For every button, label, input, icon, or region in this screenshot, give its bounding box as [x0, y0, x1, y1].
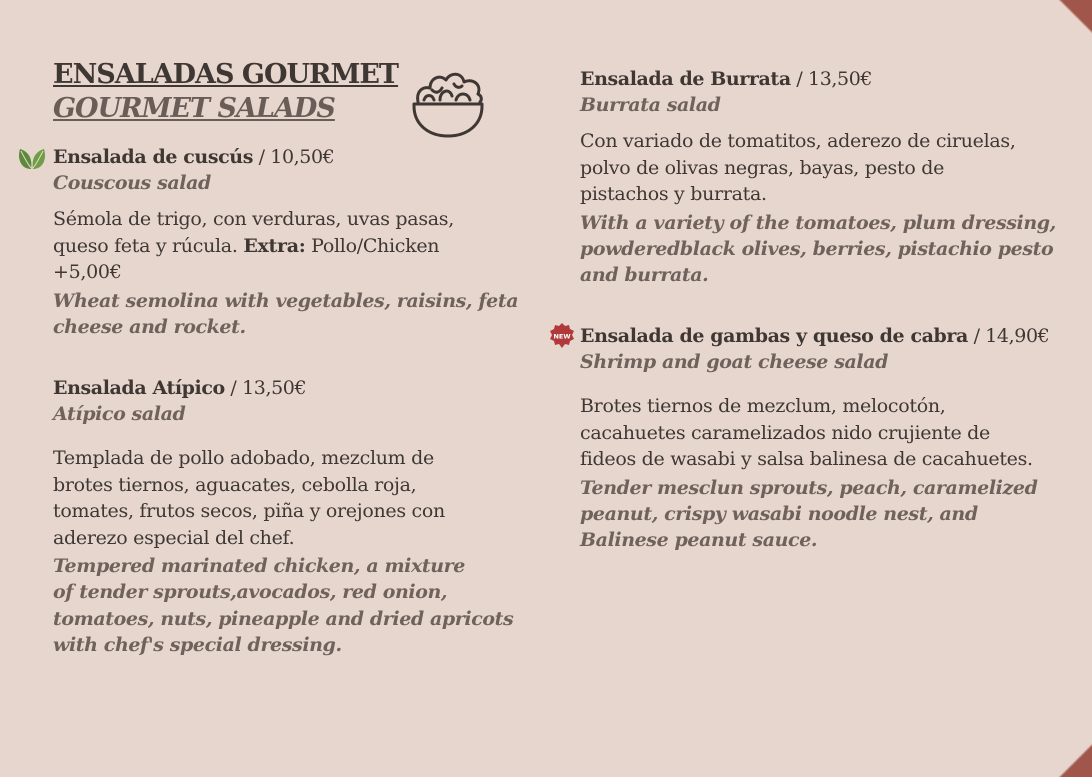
item-price: / 10,50€	[253, 146, 335, 168]
item-price: / 13,50€	[224, 377, 307, 399]
menu-item-shrimp-goat-cheese	[580, 323, 1060, 553]
menu-item-atipico	[53, 375, 523, 658]
page-corner-top-right	[1058, 0, 1092, 34]
item-price: / 14,90€	[967, 325, 1050, 347]
item-name: Ensalada de Burrata / 13,50€	[580, 68, 873, 90]
item-name-en: Couscous salad	[53, 172, 211, 194]
section-title	[53, 58, 398, 126]
item-price: / 13,50€	[790, 68, 873, 90]
vegetarian-leaf-icon	[17, 147, 47, 171]
section-title-es: ENSALADAS GOURMET	[53, 59, 399, 90]
section-title-en: GOURMET SALADS	[53, 93, 335, 124]
menu-item-couscous	[53, 144, 523, 340]
item-name: Ensalada Atípico / 13,50€	[53, 377, 307, 399]
item-description: Con variado de tomatitos, aderezo de ciruelas, polvo de olivas negras, bayas, pesto de pistachos y burrata.	[580, 130, 1016, 205]
new-badge-label: NEW	[553, 332, 571, 341]
item-description-en: Wheat semolina with vegetables, raisins, feta cheese and rocket.	[53, 289, 519, 338]
item-name-en: Burrata salad	[580, 94, 721, 116]
item-description-en: Tempered marinated chicken, a mixture of tender sprouts,avocados, red onion, tomatoes, nuts, pineapple and dried apricots with chef's special dressing.	[53, 555, 514, 656]
item-name: Ensalada de gambas y queso de cabra / 14,90€	[580, 325, 1050, 347]
item-description: Brotes tiernos de mezclum, melocotón, cacahuetes caramelizados nido crujiente de fideos de wasabi y salsa balinesa de cacahuetes.	[580, 395, 1033, 470]
new-badge-icon	[549, 323, 575, 349]
page-corner-bottom-right	[1058, 743, 1092, 777]
item-description: Templada de pollo adobado, mezclum de brotes tiernos, aguacates, cebolla roja, tomates, frutos secos, piña y orejones con aderezo especial del chef.	[53, 447, 445, 549]
item-name-en: Shrimp and goat cheese salad	[580, 351, 889, 373]
item-description-en: Tender mesclun sprouts, peach, caramelized peanut, crispy wasabi noodle nest, and Balinese peanut sauce.	[580, 476, 1038, 552]
item-name-en: Atípico salad	[53, 403, 186, 425]
item-name: Ensalada de cuscús / 10,50€	[53, 146, 335, 168]
item-description-en: With a variety of the tomatoes, plum dressing, powderedblack olives, berries, pistachio pesto and burrata.	[580, 211, 1056, 287]
item-description: Sémola de trigo, con verduras, uvas pasas, queso feta y rúcula. Extra: Pollo/Chicken +5,00€	[53, 208, 454, 283]
menu-item-burrata	[580, 66, 1060, 288]
salad-bowl-icon	[410, 66, 486, 140]
